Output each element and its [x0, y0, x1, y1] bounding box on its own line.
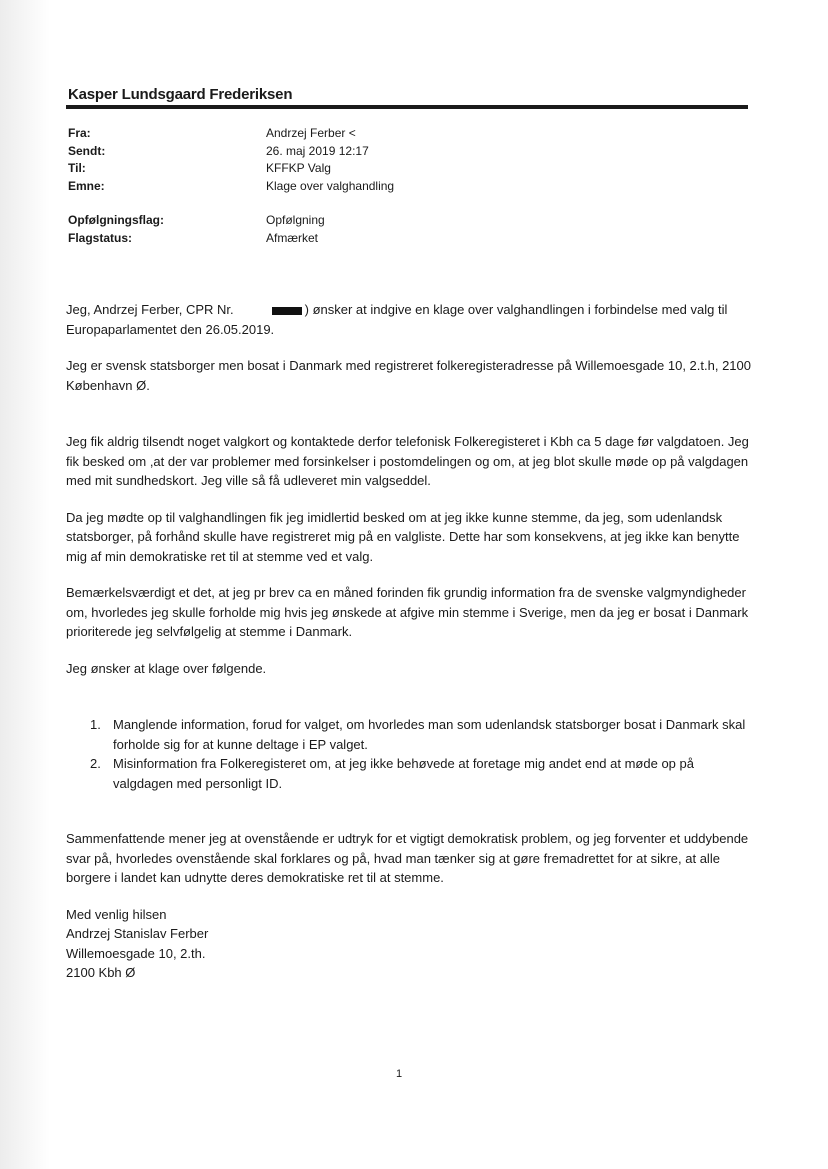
header-divider	[66, 105, 748, 109]
complaint-text-1: Manglende information, forud for valget, om hvorledes man som udenlandsk statsborger bosat i Danmark skal forholde sig for at kunne deltage i EP valget.	[113, 717, 746, 752]
followup-flag-label: Opfølgningsflag:	[68, 213, 164, 227]
complaint-item-2	[90, 754, 756, 793]
flag-status-label: Flagstatus:	[68, 230, 133, 245]
meta-row-followup-flag	[68, 212, 668, 230]
intro-text-end: ) ønsker at indgive en klage over valghandlingen i forbindelse med valg til Europaparlamentet den 26.05.2019.	[66, 302, 728, 337]
paragraph-intro	[66, 300, 756, 339]
cpr-redaction	[272, 307, 302, 315]
subject-value: Klage over valghandling	[266, 178, 395, 193]
meta-row-sent	[68, 143, 668, 161]
paragraph-complaint-intro: Jeg ønsker at klage over følgende.	[66, 660, 267, 676]
paragraph-summary: Sammenfattende mener jeg at ovenstående er udtryk for et vigtigt demokratisk problem, og jeg forventer et uddybende svar på, hvorledes ovenstående skal forklares og på, hvad man tænker sig at gøre fremadrettet for at sikre, at alle borgere i landet kan udnytte deres demokratiske ret til at stemme.	[66, 831, 749, 885]
complaint-number-2: 2.	[90, 756, 101, 771]
paragraph-denied-vote: Da jeg mødte op til valghandlingen fik jeg imidlertid besked om at jeg ikke kunne stemme, da jeg, som udenlandsk statsborger, på forhånd skulle have registreret mig på en valgliste. Dette har som konsekvens, at jeg ikke kan benytte mig af min demokratiske ret til at stemme ved et valg.	[66, 509, 740, 564]
page-number: 1	[396, 1068, 403, 1080]
to-value: KFFKP Valg	[266, 161, 331, 175]
signature-name: Andrzej Stanislav Ferber	[66, 926, 209, 941]
subject-label: Emne:	[68, 178, 105, 193]
complaint-list	[66, 715, 756, 793]
signature-city: 2100 Kbh Ø	[66, 965, 136, 980]
sent-label: Sendt:	[68, 143, 106, 158]
meta-row-to	[68, 160, 668, 178]
email-meta	[68, 125, 668, 247]
meta-row-from	[68, 125, 668, 143]
meta-row-flag-status	[68, 230, 668, 248]
intro-text-start: Jeg, Andrzej Ferber, CPR Nr.	[66, 302, 234, 317]
letter-body	[66, 300, 756, 983]
meta-spacer	[68, 195, 668, 212]
paragraph-no-polling-card: Jeg fik aldrig tilsendt noget valgkort og kontaktede derfor telefonisk Folkeregisteret i Kbh ca 5 dage før valgdatoen. Jeg fik besked om ,at der var problemer med forsinkelser i postomdelingen og om, at jeg blot skulle møde op på valgdagen med mit sundhedskort. Jeg ville så få udleveret min valgseddel.	[66, 434, 749, 488]
to-label: Til:	[68, 161, 86, 175]
from-value: Andrzej Ferber <	[266, 126, 356, 140]
paragraph-swedish-info: Bemærkelsværdigt et det, at jeg pr brev ca en måned forinden fik grundig information fra de svenske valgmyndigheder om, hvorledes jeg skulle forholde mig hvis jeg ønskede at afgive min stemme i Sverige, men da jeg er bosat i Danmark prioriterede jeg selvfølgelig at stemme i Danmark.	[66, 585, 749, 639]
closing-greeting: Med venlig hilsen	[66, 906, 167, 922]
signature-address: Willemoesgade 10, 2.th.	[66, 945, 206, 961]
sender-name: Kasper Lundsgaard Frederiksen	[68, 86, 293, 103]
from-label: Fra:	[68, 126, 91, 140]
flag-status-value: Afmærket	[266, 230, 319, 245]
meta-row-subject	[68, 178, 668, 196]
followup-flag-value: Opfølgning	[266, 213, 325, 227]
paragraph-residence: Jeg er svensk statsborger men bosat i Danmark med registreret folkeregisteradresse på Willemoesgade 10, 2.t.h, 2100 København Ø.	[66, 358, 752, 393]
scan-shadow	[0, 0, 50, 1169]
complaint-item-1	[90, 715, 756, 754]
complaint-number-1: 1.	[90, 717, 101, 732]
complaint-text-2: Misinformation fra Folkeregisteret om, at jeg ikke behøvede at foretage mig andet end at møde op på valgdagen med personligt ID.	[113, 756, 694, 791]
sent-value: 26. maj 2019 12:17	[266, 143, 369, 158]
